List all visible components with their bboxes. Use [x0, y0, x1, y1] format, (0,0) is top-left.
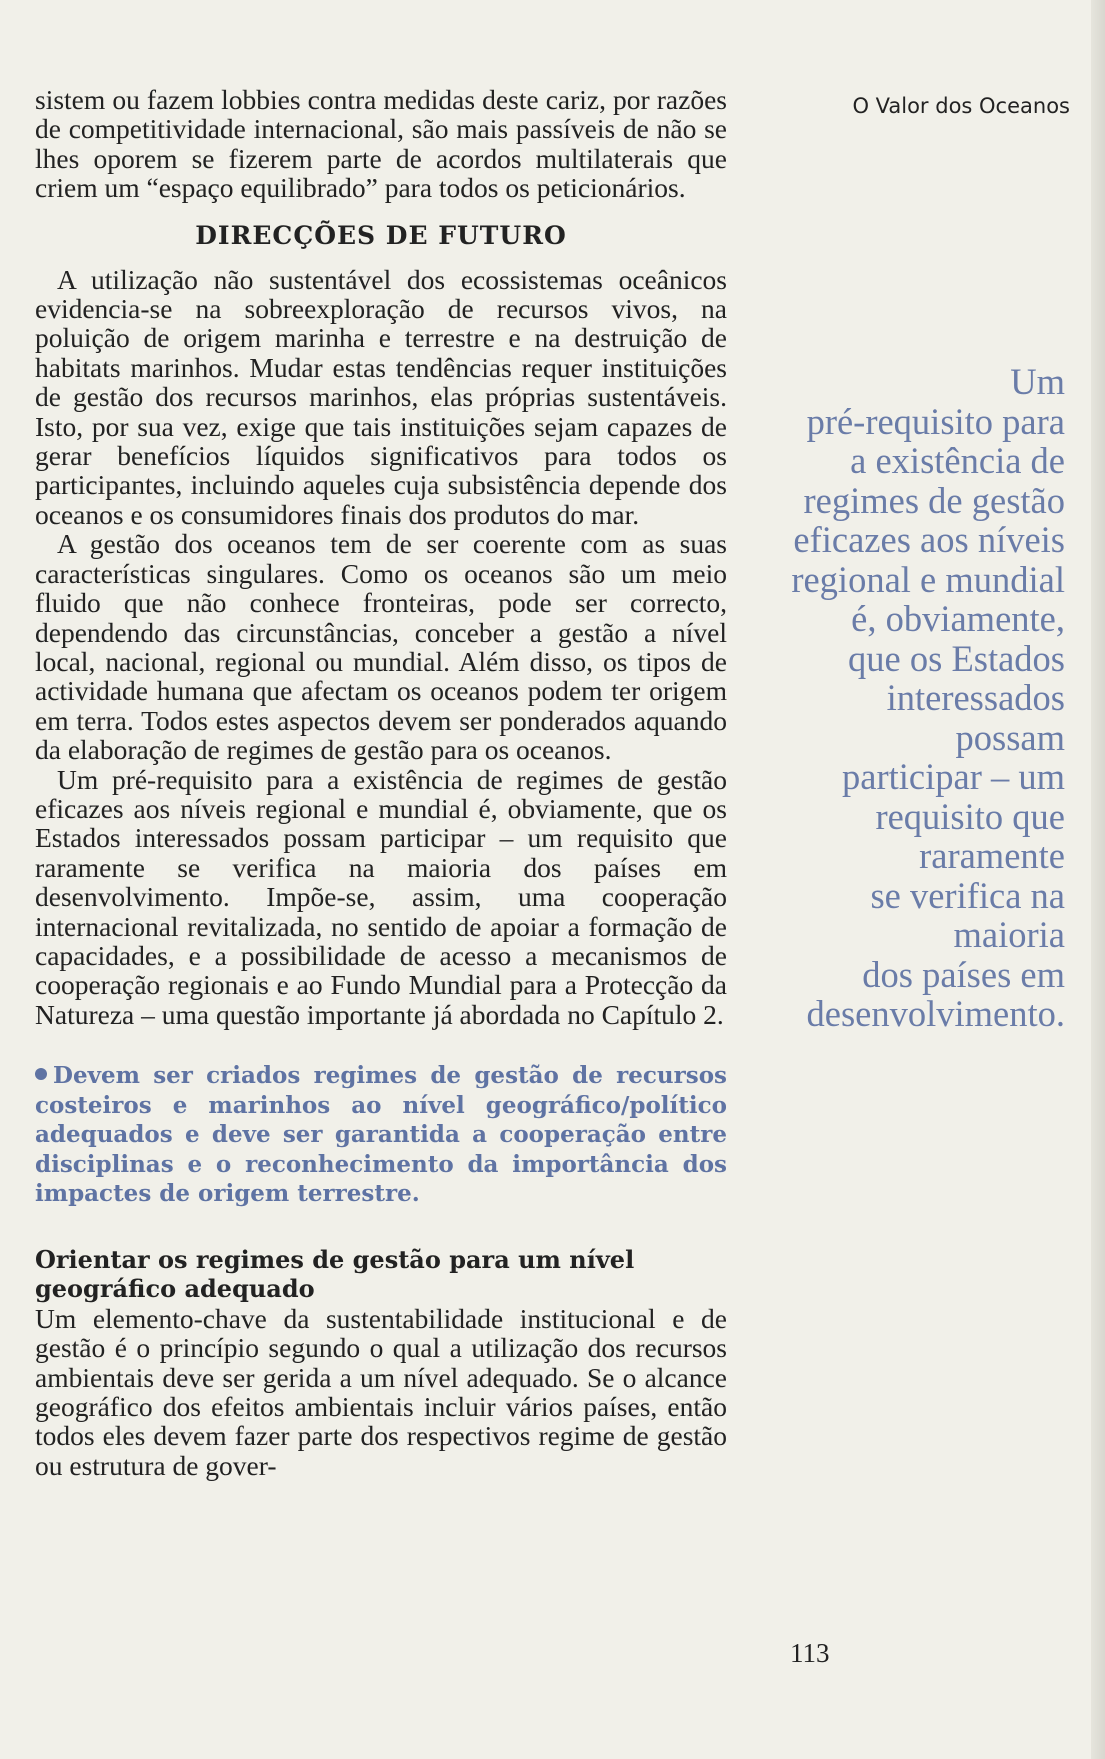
intro-paragraph: sistem ou fazem lobbies contra medidas deste cariz, por razões de competitividade internacional, são mais passíveis de não se lhes oporem se fizerem parte de acordos multilaterais que criem um “espaço equilibrado” para todos os peticionários.: [35, 84, 727, 204]
pull-quote-line: é, obviamente,: [851, 598, 1065, 639]
pull-quote-line: se verifica na: [870, 874, 1065, 916]
main-column: [35, 85, 727, 1480]
subsection-heading: Orientar os regimes de gestão para um nível geográfico adequado: [35, 1244, 635, 1304]
pull-quote-line: que os Estados: [848, 637, 1065, 679]
highlight-callout: [35, 1061, 727, 1209]
pull-quote-line: maioria: [953, 914, 1065, 955]
pull-quote-line: desenvolvimento.: [806, 993, 1065, 1034]
pull-quote-line: participar – um: [842, 756, 1065, 797]
bullet-icon: [35, 1068, 47, 1080]
running-head: O Valor dos Oceanos: [852, 94, 1070, 118]
page-edge: [1091, 0, 1105, 1759]
subsection-paragraph: Um elemento-chave da sustentabilidade institucional e de gestão é o princípio segundo o qual a utilização dos recursos ambientais deve ser gerida a um nível adequado. Se o alcance geográfico dos efeitos ambientais incluir vários países, então todos eles devem fazer parte dos respectivos regime de gestão ou estrutura de gover-: [35, 1302, 727, 1481]
pull-quote-line: regional e mundial: [791, 558, 1065, 600]
pull-quote-line: raramente: [919, 835, 1065, 876]
callout-text: Devem ser criados regimes de gestão de recursos costeiros e marinhos ao nível geográfico/político adequados e deve ser garantida a cooperação entre disciplinas e o reconhecimento da importância dos impactes de origem terrestre.: [35, 1062, 727, 1208]
pull-quote-line: interessados: [886, 677, 1065, 718]
pull-quote: [760, 362, 1065, 1034]
pull-quote-line: requisito que: [875, 795, 1065, 837]
pull-quote-line: pré-requisito para: [806, 400, 1065, 442]
pull-quote-line: a existência de: [850, 440, 1065, 481]
pull-quote-line: regimes de gestão: [803, 479, 1065, 521]
page-number: 113: [790, 1638, 830, 1668]
section-heading: DIRECÇÕES DE FUTURO: [195, 220, 567, 250]
body-paragraph-1: A utilização não sustentável dos ecossistemas oceânicos evidencia-se na sobreexploração de recursos vivos, na poluição de origem marinha e terrestre e na destruição de habitats marinhos. Mudar estas tendências requer instituições de gestão dos recursos marinhos, elas próprias sustentáveis. Isto, por sua vez, exige que tais instituições sejam capazes de gerar benefícios líquidos significativos para todos os participantes, incluindo aqueles cuja subsistência depende dos oceanos e os consumidores finais dos produtos do mar.: [35, 263, 727, 530]
pull-quote-line: Um: [1010, 361, 1065, 402]
pull-quote-line: dos países em: [862, 953, 1065, 995]
body-paragraph-2: A gestão dos oceanos tem de ser coerente com as suas características singulares. Como os oceanos são um meio fluido que não conhece fronteiras, pode ser correcto, dependendo das circunstâncias, conceber a gestão a nível local, nacional, regional ou mundial. Além disso, os tipos de actividade humana que afectam os oceanos podem ter origem em terra. Todos estes aspectos devem ser ponderados aquando da elaboração de regimes de gestão para os oceanos.: [35, 528, 727, 766]
body-paragraph-3: Um pré-requisito para a existência de regimes de gestão eficazes aos níveis regional e mundial é, obviamente, que os Estados interessados possam participar – um requisito que raramente se verifica na maioria dos países em desenvolvimento. Impõe-se, assim, uma cooperação internacional revitalizada, no sentido de apoiar a formação de capacidades, e a possibilidade de acesso a mecanismos de cooperação regionais e ao Fundo Mundial para a Protecção da Natureza – uma questão importante já abordada no Capítulo 2.: [35, 763, 727, 1030]
pull-quote-line: eficazes aos níveis: [793, 519, 1065, 560]
pull-quote-line: possam: [955, 716, 1065, 758]
